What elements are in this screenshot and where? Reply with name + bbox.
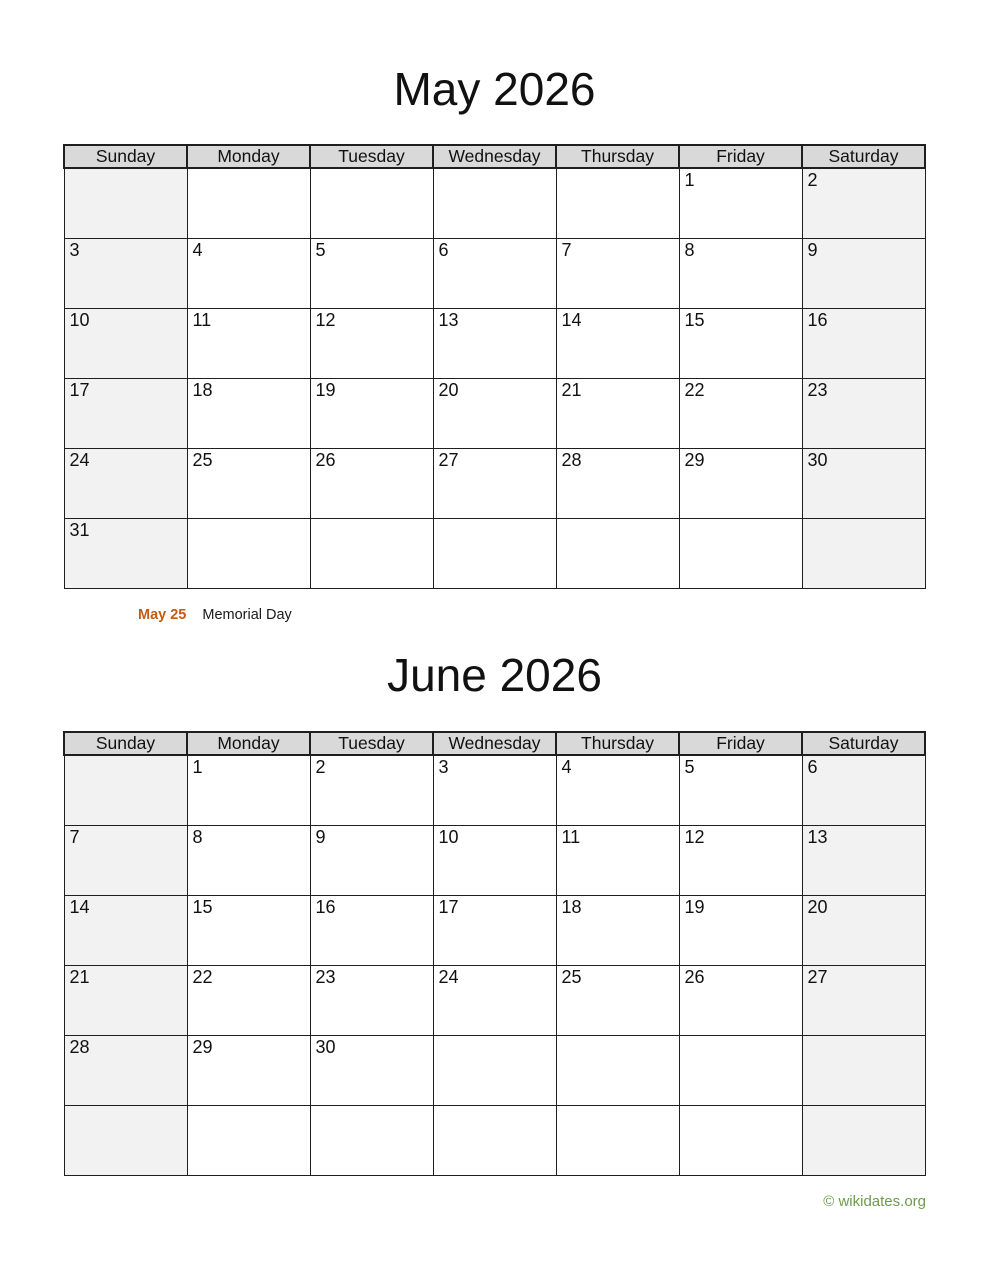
day-cell: 12 [310, 309, 433, 379]
day-cell: 5 [679, 755, 802, 826]
day-cell: 23 [310, 966, 433, 1036]
day-cell: 16 [310, 896, 433, 966]
holiday-note-label: Memorial Day [202, 607, 292, 623]
week-row [64, 1106, 925, 1176]
day-cell: 15 [187, 896, 310, 966]
day-cell: 9 [802, 239, 925, 309]
calendar-table-june [63, 731, 926, 1176]
day-cell: 6 [433, 239, 556, 309]
day-cell: 14 [556, 309, 679, 379]
day-cell [310, 168, 433, 239]
day-cell: 8 [679, 239, 802, 309]
day-cell: 22 [679, 379, 802, 449]
day-cell: 29 [679, 449, 802, 519]
weekday-header: Sunday [64, 732, 187, 755]
day-cell [556, 519, 679, 589]
weekday-header: Wednesday [433, 145, 556, 168]
day-cell: 13 [802, 826, 925, 896]
day-cell: 28 [556, 449, 679, 519]
day-cell: 17 [433, 896, 556, 966]
day-cell [679, 1106, 802, 1176]
day-cell [433, 519, 556, 589]
day-cell: 23 [802, 379, 925, 449]
day-cell [802, 1036, 925, 1106]
day-cell: 29 [187, 1036, 310, 1106]
day-cell: 27 [433, 449, 556, 519]
day-cell [64, 1106, 187, 1176]
day-cell: 1 [679, 168, 802, 239]
weekday-header: Saturday [802, 732, 925, 755]
day-cell: 30 [310, 1036, 433, 1106]
day-cell: 10 [64, 309, 187, 379]
day-cell: 4 [556, 755, 679, 826]
day-cell: 13 [433, 309, 556, 379]
day-cell: 5 [310, 239, 433, 309]
week-row [64, 519, 925, 589]
day-cell: 7 [64, 826, 187, 896]
weekday-header: Thursday [556, 732, 679, 755]
week-row [64, 309, 925, 379]
day-cell [433, 168, 556, 239]
day-cell [310, 519, 433, 589]
calendar-table-may [63, 144, 926, 589]
month-title-june: June 2026 [387, 649, 602, 701]
week-row [64, 239, 925, 309]
weekday-header-row [64, 732, 925, 755]
weekday-header: Tuesday [310, 145, 433, 168]
week-row [64, 966, 925, 1036]
day-cell: 7 [556, 239, 679, 309]
day-cell: 2 [310, 755, 433, 826]
day-cell [556, 168, 679, 239]
day-cell [556, 1036, 679, 1106]
day-cell: 1 [187, 755, 310, 826]
day-cell: 27 [802, 966, 925, 1036]
day-cell: 16 [802, 309, 925, 379]
week-row [64, 449, 925, 519]
holiday-note-date: May 25 [138, 607, 187, 623]
day-cell: 25 [556, 966, 679, 1036]
day-cell [802, 519, 925, 589]
day-cell [187, 1106, 310, 1176]
weekday-header: Monday [187, 732, 310, 755]
day-cell: 8 [187, 826, 310, 896]
day-cell: 2 [802, 168, 925, 239]
weekday-header: Sunday [64, 145, 187, 168]
day-cell: 28 [64, 1036, 187, 1106]
day-cell: 3 [433, 755, 556, 826]
day-cell: 30 [802, 449, 925, 519]
day-cell: 22 [187, 966, 310, 1036]
day-cell: 15 [679, 309, 802, 379]
weekday-header: Monday [187, 145, 310, 168]
day-cell [310, 1106, 433, 1176]
weekday-header: Saturday [802, 145, 925, 168]
day-cell [64, 168, 187, 239]
day-cell: 24 [433, 966, 556, 1036]
day-cell: 26 [679, 966, 802, 1036]
day-cell: 18 [556, 896, 679, 966]
week-row [64, 379, 925, 449]
day-cell: 24 [64, 449, 187, 519]
day-cell: 19 [310, 379, 433, 449]
day-cell: 31 [64, 519, 187, 589]
day-cell: 26 [310, 449, 433, 519]
day-cell: 25 [187, 449, 310, 519]
weekday-header-row [64, 145, 925, 168]
day-cell: 21 [556, 379, 679, 449]
weekday-header: Tuesday [310, 732, 433, 755]
day-cell: 20 [433, 379, 556, 449]
day-cell: 18 [187, 379, 310, 449]
week-row [64, 1036, 925, 1106]
day-cell: 10 [433, 826, 556, 896]
month-title-may: May 2026 [393, 63, 596, 115]
weekday-header: Thursday [556, 145, 679, 168]
day-cell: 6 [802, 755, 925, 826]
week-row [64, 755, 925, 826]
day-cell: 20 [802, 896, 925, 966]
day-cell [433, 1036, 556, 1106]
day-cell [187, 519, 310, 589]
day-cell [64, 755, 187, 826]
week-row [64, 168, 925, 239]
day-cell: 17 [64, 379, 187, 449]
day-cell [556, 1106, 679, 1176]
day-cell [433, 1106, 556, 1176]
day-cell [679, 1036, 802, 1106]
holiday-note [138, 606, 292, 625]
day-cell [187, 168, 310, 239]
day-cell: 12 [679, 826, 802, 896]
day-cell [679, 519, 802, 589]
day-cell: 3 [64, 239, 187, 309]
day-cell: 19 [679, 896, 802, 966]
day-cell: 11 [187, 309, 310, 379]
day-cell: 11 [556, 826, 679, 896]
weekday-header: Wednesday [433, 732, 556, 755]
site-credit-link[interactable]: © wikidates.org [823, 1193, 926, 1210]
week-row [64, 896, 925, 966]
day-cell: 9 [310, 826, 433, 896]
day-cell: 4 [187, 239, 310, 309]
weekday-header: Friday [679, 732, 802, 755]
day-cell: 14 [64, 896, 187, 966]
day-cell: 21 [64, 966, 187, 1036]
day-cell [802, 1106, 925, 1176]
weekday-header: Friday [679, 145, 802, 168]
week-row [64, 826, 925, 896]
